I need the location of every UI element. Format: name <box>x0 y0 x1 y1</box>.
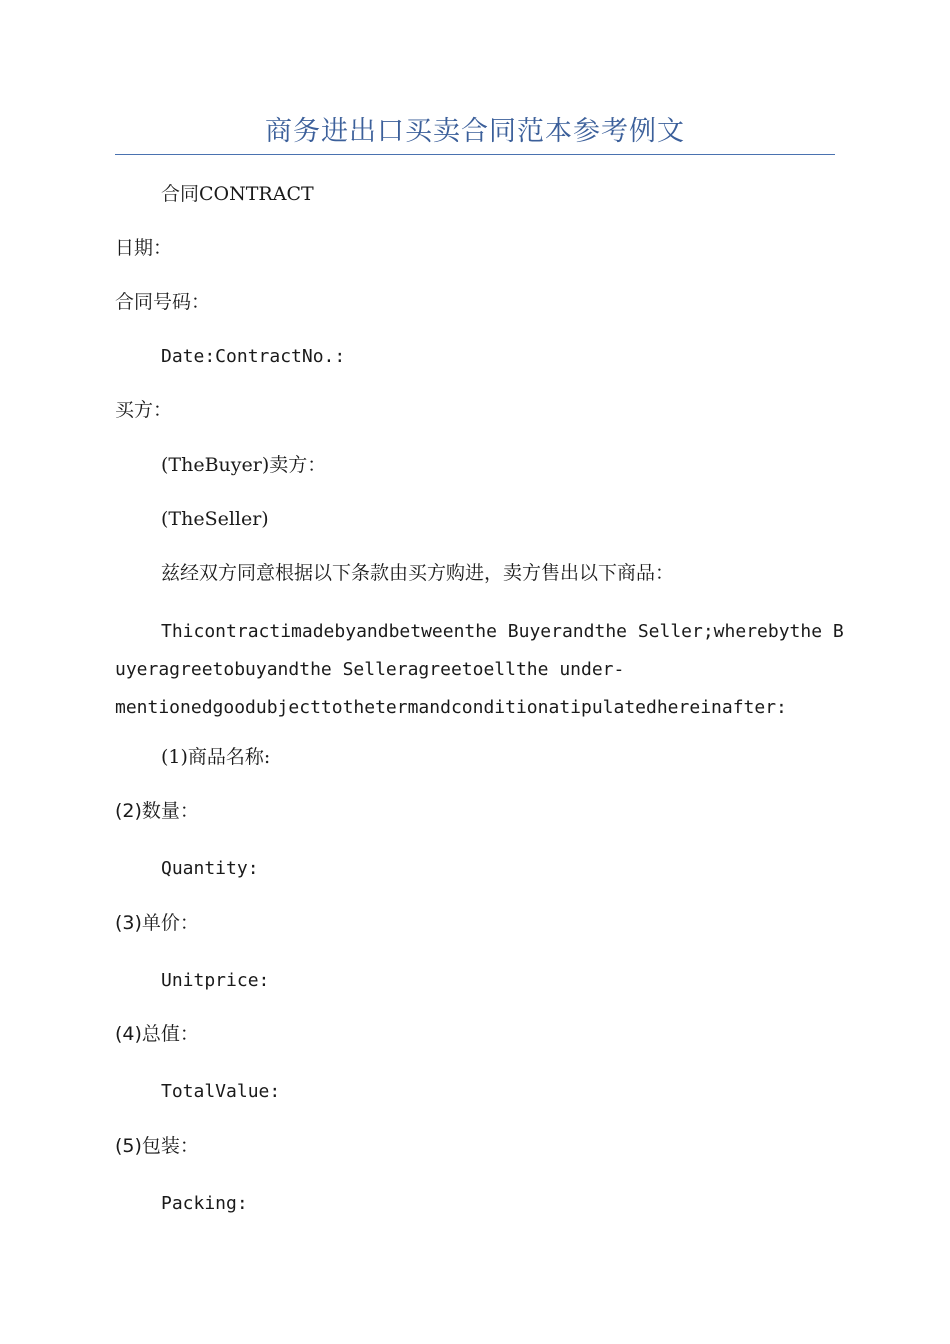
item-2-quantity-english: Quantity: <box>161 858 259 879</box>
agreement-chinese: 兹经双方同意根据以下条款由买方购进，卖方售出以下商品： <box>161 562 675 584</box>
item-1-commodity-name: (1)商品名称: <box>161 746 271 768</box>
agreement-english-paragraph <box>115 613 844 727</box>
item-4-total-value-english: TotalValue: <box>161 1081 281 1102</box>
seller-english: (TheSeller) <box>161 508 269 530</box>
item-3-unit-price: (3)单价： <box>115 912 199 934</box>
document-title: 商务进出口买卖合同范本参考例文 <box>265 116 685 147</box>
agreement-english-line-3: mentionedgoodubjecttothetermandconditionatipulatedhereinafter: <box>115 697 787 718</box>
item-4-total-value: (4)总值： <box>115 1023 199 1045</box>
item-3-unit-price-english: Unitprice: <box>161 970 270 991</box>
item-5-packing-english: Packing: <box>161 1193 248 1214</box>
contract-heading: 合同CONTRACT <box>161 183 314 205</box>
agreement-english-line-1: Thicontractimadebyandbetweenthe Buyerandthe Seller;wherebythe B <box>161 621 844 642</box>
buyer-label: 买方： <box>115 399 173 421</box>
agreement-english-line-2: uyeragreetobuyandthe Selleragreetoellthe under- <box>115 659 625 680</box>
item-5-packing: (5)包装： <box>115 1135 199 1157</box>
buyer-english-seller-label: (TheBuyer)卖方： <box>161 454 327 476</box>
title-underline <box>115 154 835 155</box>
date-contract-no-english: Date:ContractNo.: <box>161 346 346 367</box>
item-2-quantity: (2)数量： <box>115 800 199 822</box>
date-label: 日期： <box>115 237 173 259</box>
contract-number-label: 合同号码： <box>115 291 211 313</box>
